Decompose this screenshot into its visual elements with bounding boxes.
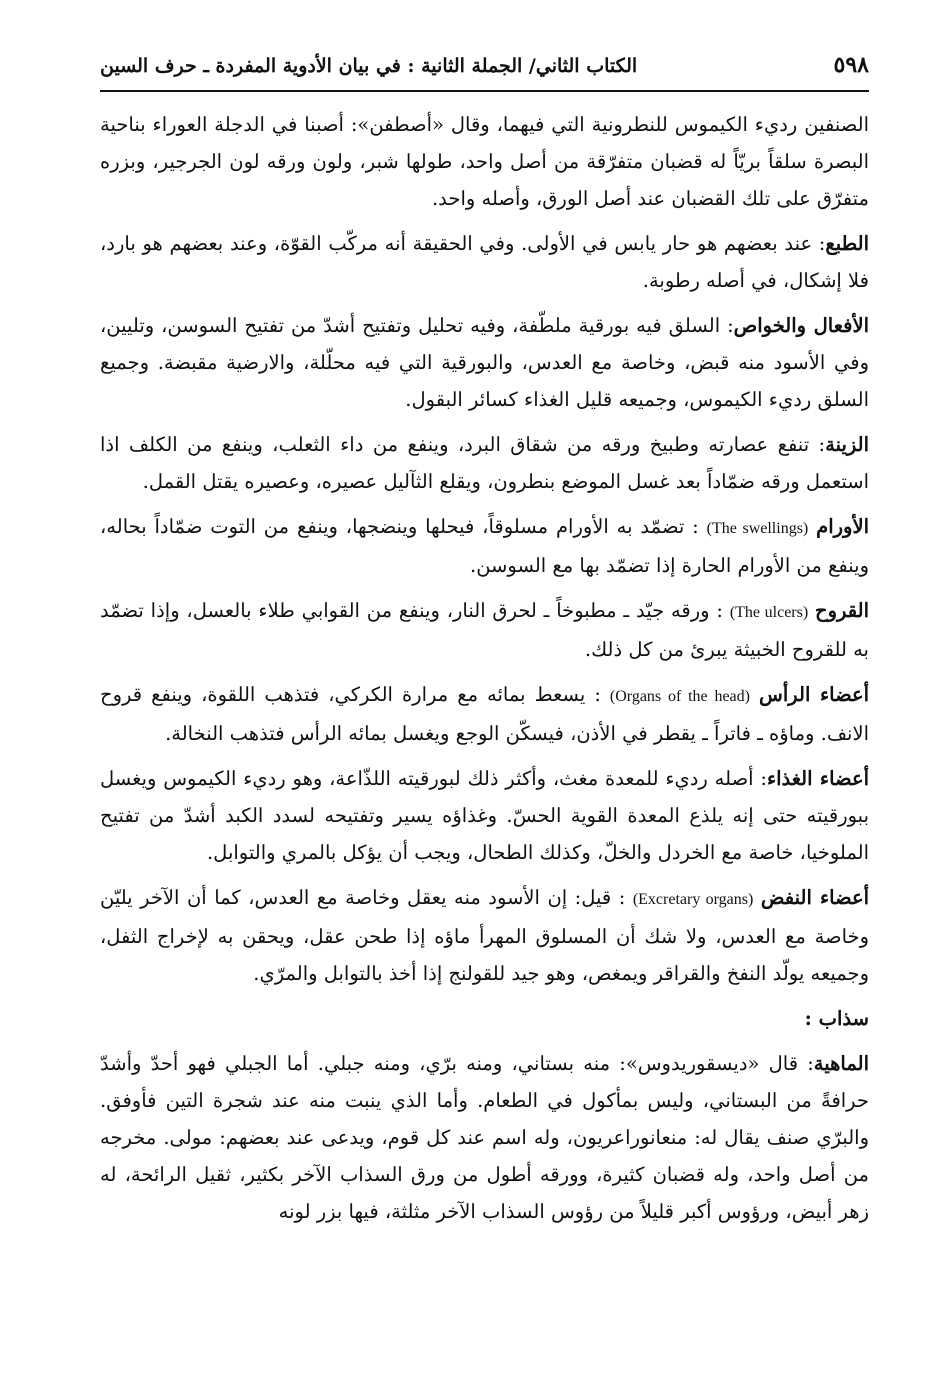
paragraph bbox=[100, 426, 869, 500]
paragraph bbox=[100, 106, 869, 217]
paragraph bbox=[100, 676, 869, 752]
paragraph-text: : عند بعضهم هو حار يابس في الأولى. وفي الحقيقة أنه مركّب القوّة، وعند بعضهم هو بارد، فلا إشكال، في أصله رطوبة. bbox=[100, 232, 869, 292]
paragraph-text: : قيل: إن الأسود منه يعقل وخاصة مع العدس، كما أن الآخر يليّن وخاصة مع العدس، ولا شك أن المسلوق المهرأ ماؤه إذا طحن عقل، ويحقن به لإخراج الثفل، وجميعه يولّد النفخ والقراقر ويمغص، وهو جيد للقولنج إذا أخذ بالتوابل والمرّي. bbox=[100, 886, 869, 985]
english-term: (The swellings) bbox=[706, 520, 809, 537]
paragraph-heading: أعضاء الغذاء bbox=[766, 767, 869, 790]
paragraph-text: : ورقه جيّد ـ مطبوخاً ـ لحرق النار، وينفع من القوابي طلاء بالعسل، وإذا تضمّد به للقروح الخبيثة يبرئ من كل ذلك. bbox=[100, 599, 869, 661]
paragraph-text: : أصله رديء للمعدة مغث، وأكثر ذلك لبورقيته اللذّاعة، وهو رديء الكيموس ويغسل ببورقيته حتى إنه يلذع المعدة القوية الحسّ. وغذاؤه يسير وتفتيحه لسدد الكبد أشدّ من تفتيح الملوخيا، خاصة مع الخردل والخلّ، وكذلك الطحال، ويجب أن يؤكل بالمري والتوابل. bbox=[100, 767, 869, 864]
paragraph-heading: الطبع bbox=[825, 232, 869, 255]
english-term: (Excretary organs) bbox=[632, 891, 754, 908]
english-term: (The ulcers) bbox=[729, 604, 809, 621]
paragraph-text: : تنفع عصارته وطبيخ ورقه من شقاق البرد، وينفع من داء الثعلب، وينفع من الكلف اذا استعمل ورقه ضمّاداً بعد غسل الموضع بنطرون، ويقلع الثآليل عصيره، وعصيره يقتل القمل. bbox=[100, 433, 869, 493]
paragraph-heading: أعضاء النفض bbox=[760, 886, 870, 909]
paragraph-heading: الماهية bbox=[813, 1052, 869, 1075]
paragraph-heading: الزينة bbox=[825, 433, 869, 456]
paragraph-text: : قال «ديسقوريدوس»: منه بستاني، ومنه برّي، ومنه جبلي. أما الجبلي فهو أحدّ وأشدّ حرافةً من البستاني، وليس بمأكول في الطعام. وأما الذي ينبت منه عند شجرة التين فأوفق. والبرّي صنف يقال له: منعانوراعريون، وله اسم عند كل قوم، ويدعى عند بعضهم: مولى. مخرجه من أصل واحد، وله قضبان كثيرة، وورقه أطول من ورق السذاب الآخر بكثير، ثقيل الرائحة، له زهر أبيض، ورؤوس أكبر قليلاً من رؤوس السذاب الآخر مثلثة، فيها بزر لونه bbox=[100, 1052, 869, 1223]
paragraph bbox=[100, 508, 869, 584]
page-body bbox=[100, 106, 869, 1230]
section-title: سذاب : bbox=[804, 1007, 869, 1030]
page-number: ٥٩٨ bbox=[833, 52, 869, 78]
paragraph bbox=[100, 1045, 869, 1230]
paragraph-heading: أعضاء الرأس bbox=[759, 683, 870, 706]
paragraph bbox=[100, 225, 869, 299]
paragraph bbox=[100, 592, 869, 668]
paragraph-heading: القروح bbox=[815, 599, 870, 622]
paragraph bbox=[100, 879, 869, 992]
paragraph-text: : تضمّد به الأورام مسلوقاً، فيحلها وينضجها، وينفع من التوت ضمّاداً بحاله، وينفع من الأورام الحارة إذا تضمّد بها مع السوسن. bbox=[100, 515, 869, 577]
running-title: الكتاب الثاني/ الجملة الثانية : في بيان الأدوية المفردة ـ حرف السين bbox=[100, 55, 638, 77]
paragraph bbox=[100, 307, 869, 418]
paragraph-text: : يسعط بمائه مع مرارة الكركي، فتذهب اللقوة، وينفع قروح الانف. وماؤه ـ فاتراً ـ يقطر في الأذن، فيسكّن الوجع ويغسل بمائه الرأس فتذهب النخالة. bbox=[100, 683, 869, 745]
english-term: (Organs of the head) bbox=[609, 688, 750, 705]
paragraph bbox=[100, 760, 869, 871]
paragraph-text: الصنفين رديء الكيموس للنطرونية التي فيهما، وقال «أصطفن»: أصبنا في الدجلة العوراء بناحية البصرة سلقاً بريّاً له قضبان متفرّقة من أصل واحد، طولها شبر، ولون ورقه لون الجرجير، وبزره متفرّق على تلك القضبان عند أصل الورق، وأصله واحد. bbox=[100, 113, 869, 210]
paragraph-text: : السلق فيه بورقية ملطّفة، وفيه تحليل وتفتيح أشدّ من تفتيح السوسن، وتليين، وفي الأسود منه قبض، وخاصة مع العدس، والبورقية التي فيه محلّلة، والارضية مقبضة. وجميع السلق رديء الكيموس، وجميعه قليل الغذاء كسائر البقول. bbox=[100, 314, 869, 411]
paragraph-heading: الأورام bbox=[816, 515, 870, 538]
paragraph-heading: الأفعال والخواص bbox=[733, 314, 869, 337]
page-header bbox=[100, 52, 869, 92]
